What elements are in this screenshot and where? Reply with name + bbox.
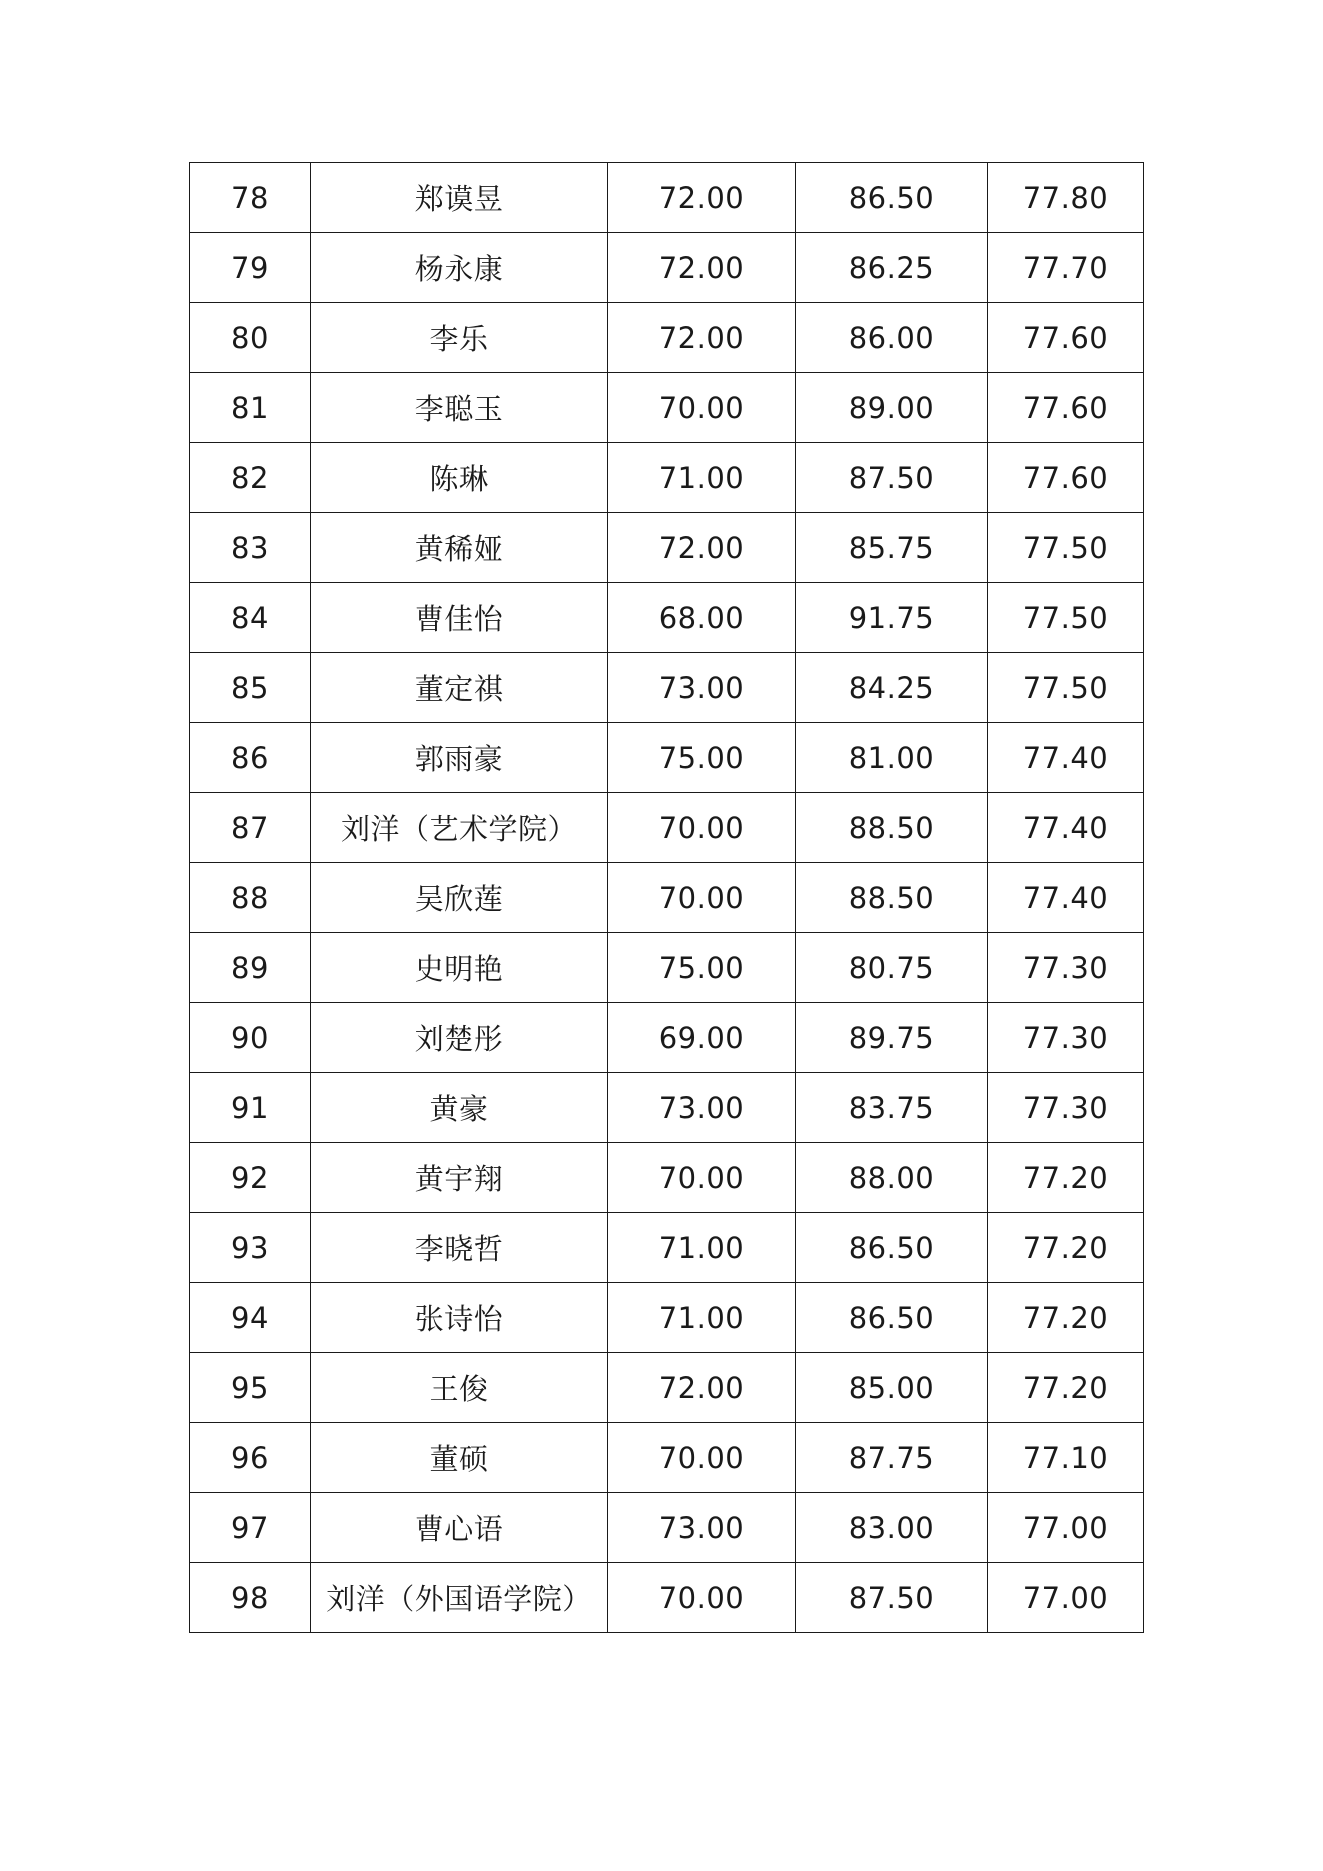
score2-cell: 83.00 [796, 1493, 988, 1563]
score1-cell: 72.00 [608, 233, 796, 303]
total-score-cell: 77.50 [988, 583, 1144, 653]
table-row [190, 1353, 1144, 1423]
total-score-cell: 77.30 [988, 1073, 1144, 1143]
total-score-cell: 77.00 [988, 1563, 1144, 1633]
total-score-cell: 77.20 [988, 1143, 1144, 1213]
score-table-body [190, 163, 1144, 1633]
name-cell: 陈琳 [311, 443, 608, 513]
table-row [190, 1213, 1144, 1283]
score2-cell: 88.00 [796, 1143, 988, 1213]
table-row [190, 373, 1144, 443]
score2-cell: 85.75 [796, 513, 988, 583]
score2-cell: 86.50 [796, 1213, 988, 1283]
table-row [190, 1143, 1144, 1213]
table-row [190, 793, 1144, 863]
row-number-cell: 95 [190, 1353, 311, 1423]
name-cell: 董定祺 [311, 653, 608, 723]
name-cell: 刘洋（外国语学院） [311, 1563, 608, 1633]
table-row [190, 1003, 1144, 1073]
name-cell: 郑谟昱 [311, 163, 608, 233]
score1-cell: 70.00 [608, 863, 796, 933]
row-number-cell: 93 [190, 1213, 311, 1283]
table-row [190, 233, 1144, 303]
table-row [190, 1563, 1144, 1633]
score1-cell: 69.00 [608, 1003, 796, 1073]
score-table [189, 162, 1144, 1633]
score2-cell: 87.75 [796, 1423, 988, 1493]
table-row [190, 863, 1144, 933]
score1-cell: 72.00 [608, 513, 796, 583]
row-number-cell: 78 [190, 163, 311, 233]
score1-cell: 70.00 [608, 793, 796, 863]
score1-cell: 71.00 [608, 1283, 796, 1353]
row-number-cell: 82 [190, 443, 311, 513]
row-number-cell: 91 [190, 1073, 311, 1143]
total-score-cell: 77.20 [988, 1353, 1144, 1423]
table-row [190, 443, 1144, 513]
table-row [190, 1073, 1144, 1143]
name-cell: 黄稀娅 [311, 513, 608, 583]
name-cell: 董硕 [311, 1423, 608, 1493]
score2-cell: 86.50 [796, 1283, 988, 1353]
total-score-cell: 77.30 [988, 933, 1144, 1003]
score2-cell: 89.00 [796, 373, 988, 443]
score2-cell: 80.75 [796, 933, 988, 1003]
total-score-cell: 77.20 [988, 1283, 1144, 1353]
table-row [190, 583, 1144, 653]
row-number-cell: 85 [190, 653, 311, 723]
score1-cell: 68.00 [608, 583, 796, 653]
table-row [190, 1423, 1144, 1493]
score1-cell: 73.00 [608, 1073, 796, 1143]
total-score-cell: 77.40 [988, 863, 1144, 933]
name-cell: 李晓哲 [311, 1213, 608, 1283]
score1-cell: 72.00 [608, 303, 796, 373]
table-row [190, 513, 1144, 583]
name-cell: 张诗怡 [311, 1283, 608, 1353]
score2-cell: 91.75 [796, 583, 988, 653]
name-cell: 李乐 [311, 303, 608, 373]
table-row [190, 653, 1144, 723]
score1-cell: 75.00 [608, 723, 796, 793]
row-number-cell: 88 [190, 863, 311, 933]
score2-cell: 89.75 [796, 1003, 988, 1073]
name-cell: 刘洋（艺术学院） [311, 793, 608, 863]
name-cell: 李聪玉 [311, 373, 608, 443]
name-cell: 曹佳怡 [311, 583, 608, 653]
row-number-cell: 97 [190, 1493, 311, 1563]
score2-cell: 85.00 [796, 1353, 988, 1423]
score1-cell: 70.00 [608, 373, 796, 443]
table-row [190, 1283, 1144, 1353]
row-number-cell: 96 [190, 1423, 311, 1493]
score1-cell: 73.00 [608, 1493, 796, 1563]
name-cell: 王俊 [311, 1353, 608, 1423]
row-number-cell: 83 [190, 513, 311, 583]
total-score-cell: 77.60 [988, 373, 1144, 443]
score2-cell: 87.50 [796, 443, 988, 513]
total-score-cell: 77.50 [988, 513, 1144, 583]
total-score-cell: 77.10 [988, 1423, 1144, 1493]
row-number-cell: 92 [190, 1143, 311, 1213]
total-score-cell: 77.60 [988, 443, 1144, 513]
score1-cell: 72.00 [608, 163, 796, 233]
total-score-cell: 77.70 [988, 233, 1144, 303]
score2-cell: 88.50 [796, 863, 988, 933]
total-score-cell: 77.40 [988, 793, 1144, 863]
name-cell: 黄宇翔 [311, 1143, 608, 1213]
table-row [190, 933, 1144, 1003]
score1-cell: 70.00 [608, 1143, 796, 1213]
table-row [190, 163, 1144, 233]
score1-cell: 70.00 [608, 1423, 796, 1493]
score2-cell: 83.75 [796, 1073, 988, 1143]
name-cell: 杨永康 [311, 233, 608, 303]
row-number-cell: 86 [190, 723, 311, 793]
name-cell: 史明艳 [311, 933, 608, 1003]
score2-cell: 88.50 [796, 793, 988, 863]
name-cell: 刘楚彤 [311, 1003, 608, 1073]
total-score-cell: 77.30 [988, 1003, 1144, 1073]
score2-cell: 81.00 [796, 723, 988, 793]
name-cell: 曹心语 [311, 1493, 608, 1563]
score1-cell: 71.00 [608, 443, 796, 513]
table-row [190, 1493, 1144, 1563]
score2-cell: 86.50 [796, 163, 988, 233]
total-score-cell: 77.50 [988, 653, 1144, 723]
score1-cell: 73.00 [608, 653, 796, 723]
row-number-cell: 87 [190, 793, 311, 863]
score1-cell: 71.00 [608, 1213, 796, 1283]
total-score-cell: 77.40 [988, 723, 1144, 793]
row-number-cell: 90 [190, 1003, 311, 1073]
total-score-cell: 77.60 [988, 303, 1144, 373]
row-number-cell: 84 [190, 583, 311, 653]
name-cell: 郭雨豪 [311, 723, 608, 793]
score2-cell: 87.50 [796, 1563, 988, 1633]
total-score-cell: 77.00 [988, 1493, 1144, 1563]
score1-cell: 72.00 [608, 1353, 796, 1423]
name-cell: 吴欣莲 [311, 863, 608, 933]
row-number-cell: 89 [190, 933, 311, 1003]
row-number-cell: 80 [190, 303, 311, 373]
total-score-cell: 77.20 [988, 1213, 1144, 1283]
score1-cell: 70.00 [608, 1563, 796, 1633]
score2-cell: 86.00 [796, 303, 988, 373]
row-number-cell: 94 [190, 1283, 311, 1353]
score1-cell: 75.00 [608, 933, 796, 1003]
row-number-cell: 81 [190, 373, 311, 443]
total-score-cell: 77.80 [988, 163, 1144, 233]
table-row [190, 723, 1144, 793]
score2-cell: 84.25 [796, 653, 988, 723]
score2-cell: 86.25 [796, 233, 988, 303]
row-number-cell: 98 [190, 1563, 311, 1633]
name-cell: 黄豪 [311, 1073, 608, 1143]
row-number-cell: 79 [190, 233, 311, 303]
table-row [190, 303, 1144, 373]
